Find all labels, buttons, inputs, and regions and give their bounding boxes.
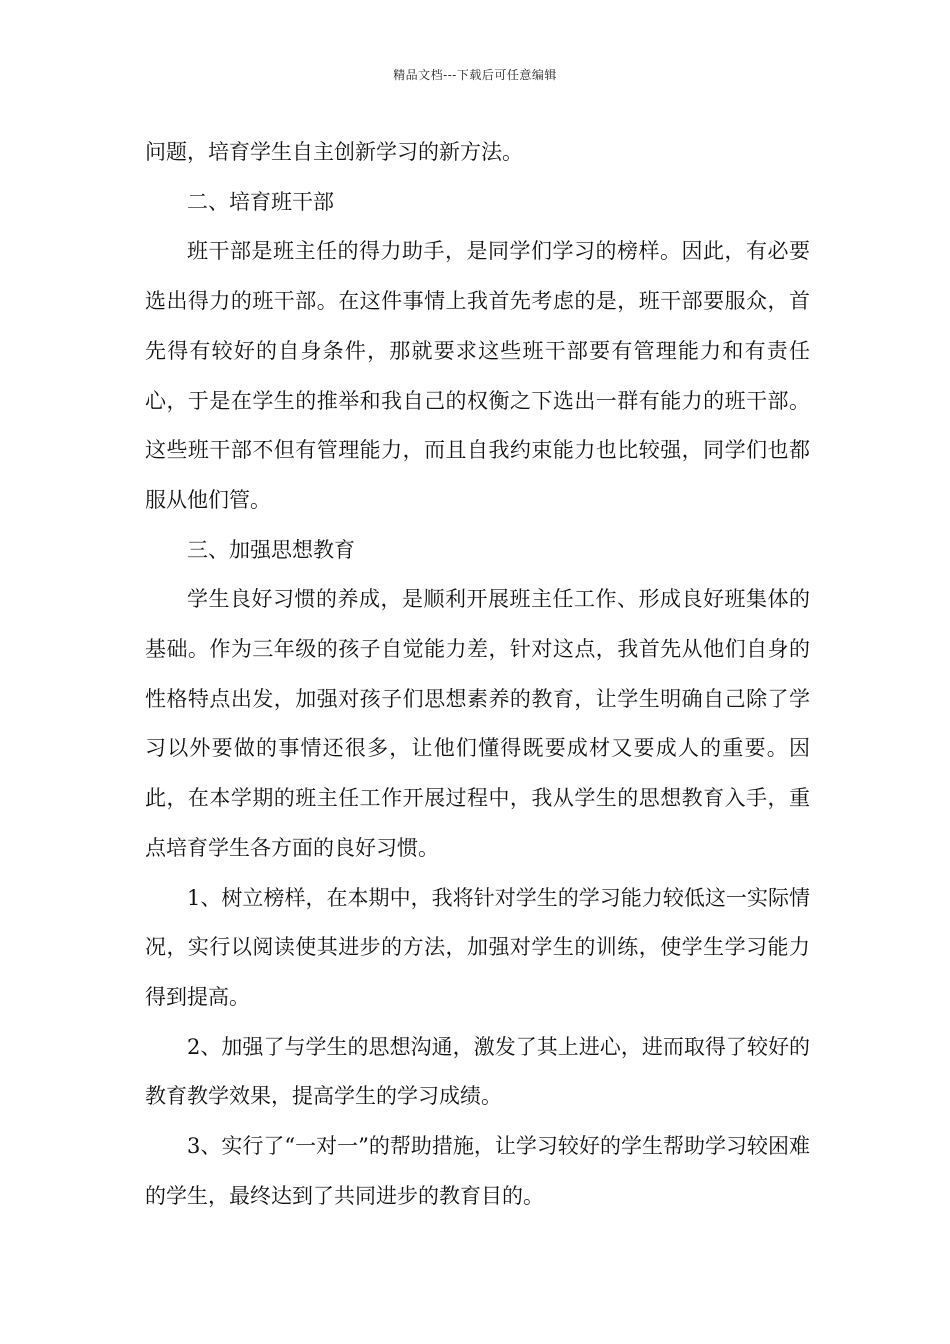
list-item-2: 2、加强了与学生的思想沟通，激发了其上进心，进而取得了较好的教育教学效果，提高学生的学习成绩。 bbox=[145, 1034, 810, 1109]
paragraph-class-cadres: 班干部是班主任的得力助手，是同学们学习的榜样。因此，有必要选出得力的班干部。在这件事情上我首先考虑的是，班干部要服众，首先得有较好的自身条件，那就要求这些班干部要有管理能力和有责任心，于是在学生的推举和我自己的权衡之下选出一群有能力的班干部。这些班干部不但有管理能力，而且自我约束能力也比较强，同学们也都服从他们管。 bbox=[145, 239, 810, 512]
section-heading-2: 二、培育班干部 bbox=[187, 189, 334, 214]
paragraph-ideological-education: 学生良好习惯的养成，是顺利开展班主任工作、形成良好班集体的基础。作为三年级的孩子自觉能力差，针对这点，我首先从他们自身的性格特点出发，加强对孩子们思想素养的教育，让学生明确自己除了学习以外要做的事情还很多，让他们懂得既要成材又要成人的重要。因此，在本学期的班主任工作开展过程中，我从学生的思想教育入手，重点培育学生各方面的良好习惯。 bbox=[145, 587, 810, 860]
list-item-3: 3、实行了“一对一”的帮助措施，让学习较好的学生帮助学习较困难的学生，最终达到了共同进步的教育目的。 bbox=[145, 1134, 810, 1208]
paragraph-continuation: 问题，培育学生自主创新学习的新方法。 bbox=[145, 140, 523, 164]
section-heading-3: 三、加强思想教育 bbox=[187, 537, 355, 562]
page-header: 精品文档---下载后可任意编辑 bbox=[393, 68, 557, 82]
document-body bbox=[145, 128, 810, 1221]
list-item-1: 1、树立榜样，在本期中，我将针对学生的学习能力较低这一实际情况，实行以阅读使其进步的方法，加强对学生的训练，使学生学习能力得到提高。 bbox=[145, 885, 810, 1009]
